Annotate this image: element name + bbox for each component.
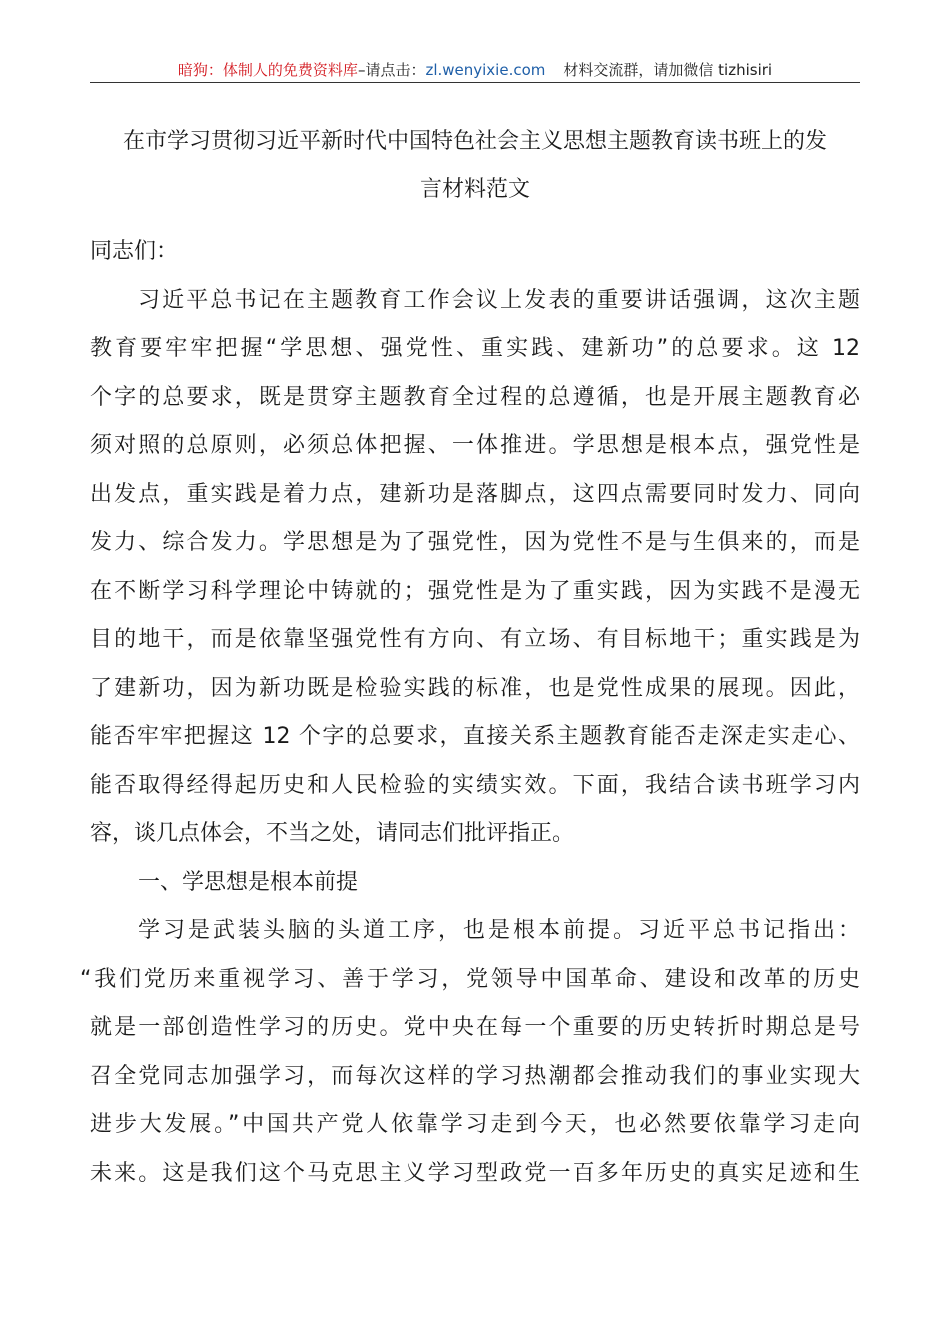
salutation: 同志们： <box>90 239 179 264</box>
paragraph-line: 出发点，重实践是着力点，建新功是落脚点，这四点需要同时发力、同向 <box>90 481 860 507</box>
document-header <box>90 58 860 82</box>
paragraph-line: 目的地干，而是依靠坚强党性有方向、有立场、有目标地干；重实践是为 <box>90 627 860 652</box>
paragraph-line: 未来。这是我们这个马克思主义学习型政党一百多年历史的真实足迹和生 <box>90 1160 860 1186</box>
paragraph-line: 能否取得经得起历史和人民检验的实绩实效。下面，我结合读书班学习内 <box>90 772 860 798</box>
title-line: 言材料范文 <box>419 177 530 202</box>
paragraph-line: 发力、综合发力。学思想是为了强党性，因为党性不是与生俱来的，而是 <box>90 530 860 555</box>
header-divider <box>90 82 860 83</box>
header-prompt: –请点击： <box>357 61 426 79</box>
paragraph-line: 就是一部创造性学习的历史。党中央在每一个重要的历史转折时期总是号 <box>90 1015 860 1040</box>
header-contact: 材料交流群，请加微信 tizhisiri <box>563 61 773 79</box>
paragraph-line: 在不断学习科学理论中铸就的；强党性是为了重实践，因为实践不是漫无 <box>90 578 860 604</box>
paragraph-line: 个字的总要求，既是贯穿主题教育全过程的总遵循，也是开展主题教育必 <box>90 384 860 410</box>
paragraph-line: 能否牢牢把握这 12 个字的总要求，直接关系主题教育能否走深走实走心、 <box>90 724 860 749</box>
header-url-link[interactable]: zl.wenyixie.com <box>425 61 546 79</box>
header-brand: 暗狗：体制人的免费资料库 <box>177 61 358 79</box>
paragraph-line: 进步大发展。”中国共产党人依靠学习走到今天，也必然要依靠学习走向 <box>90 1112 860 1137</box>
paragraph-line: 学习是武装头脑的头道工序，也是根本前提。习近平总书记指出： <box>138 918 860 943</box>
paragraph-line: 教育要牢牢把握“学思想、强党性、重实践、建新功”的总要求。这 12 <box>90 336 860 361</box>
section-heading: 一、学思想是根本前提 <box>138 869 359 895</box>
paragraph-line: 习近平总书记在主题教育工作会议上发表的重要讲话强调，这次主题 <box>138 287 860 313</box>
title-line: 在市学习贯彻习近平新时代中国特色社会主义思想主题教育读书班上的发 <box>122 129 827 154</box>
document-title <box>90 118 860 214</box>
paragraph-line: 容，谈几点体会，不当之处，请同志们批评指正。 <box>90 821 575 846</box>
paragraph-line: 须对照的总原则，必须总体把握、一体推进。学思想是根本点，强党性是 <box>90 433 860 458</box>
document-body <box>80 228 860 1198</box>
paragraph-line: “我们党历来重视学习、善于学习，党领导中国革命、建设和改革的历史 <box>80 966 860 992</box>
paragraph-line: 召全党同志加强学习，而每次这样的学习热潮都会推动我们的事业实现大 <box>90 1063 860 1089</box>
paragraph-line: 了建新功，因为新功既是检验实践的标准，也是党性成果的展现。因此， <box>90 675 860 701</box>
